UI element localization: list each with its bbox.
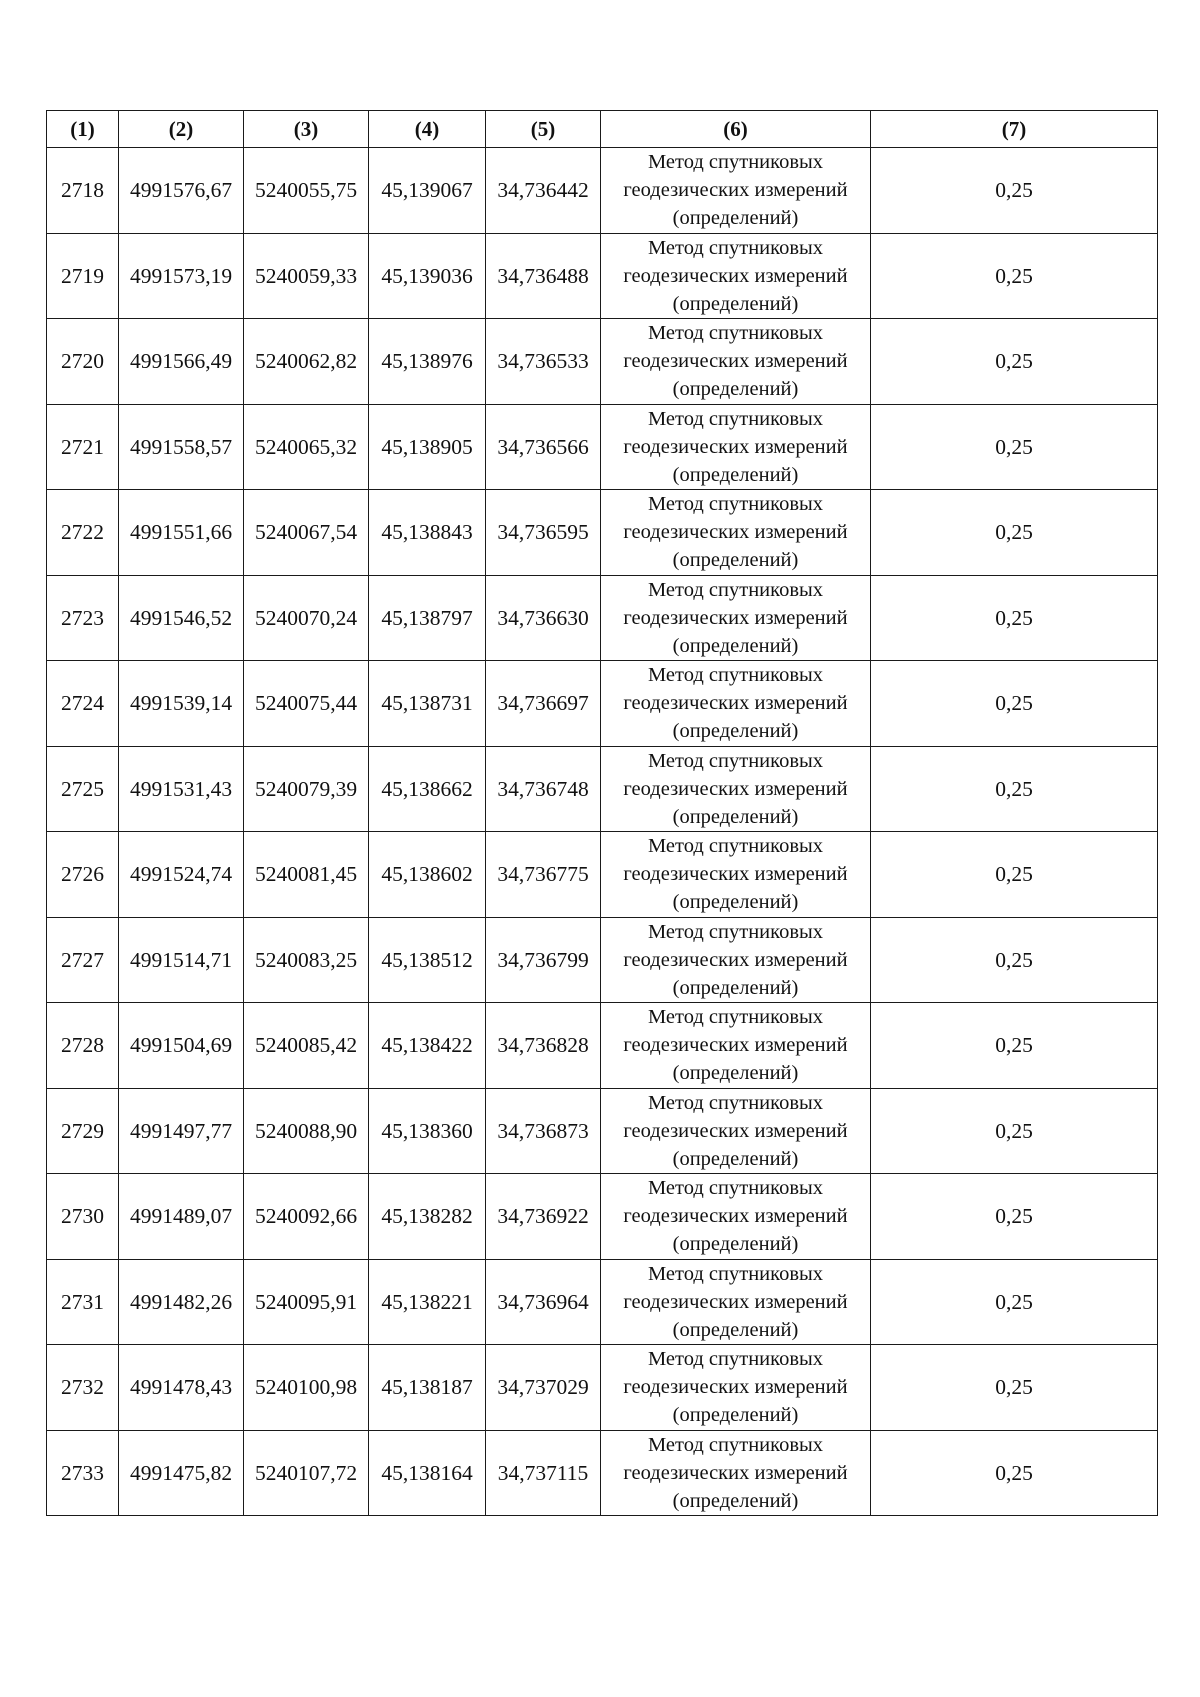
y-coordinate-cell: 5240092,66 [244,1174,369,1260]
method-text: Метод спутниковых геодезических измерений (определений) [623,835,848,914]
table-row [47,1088,1158,1174]
y-coordinate-cell: 5240083,25 [244,917,369,1003]
accuracy-cell: 0,25 [871,1003,1158,1089]
y-coordinate-cell: 5240095,91 [244,1259,369,1345]
latitude-cell: 45,138662 [369,746,486,832]
x-coordinate-cell: 4991478,43 [119,1345,244,1431]
table-row [47,1003,1158,1089]
method-cell [601,575,871,661]
longitude-cell: 34,736488 [486,233,601,319]
point-number-cell: 2725 [47,746,119,832]
accuracy-cell: 0,25 [871,917,1158,1003]
table-header-row [47,111,1158,148]
y-coordinate-cell: 5240081,45 [244,832,369,918]
x-coordinate-cell: 4991551,66 [119,490,244,576]
method-text: Метод спутниковых геодезических измерений (определений) [623,749,848,828]
method-text: Метод спутниковых геодезических измерений (определений) [623,151,848,230]
accuracy-cell: 0,25 [871,319,1158,405]
x-coordinate-cell: 4991504,69 [119,1003,244,1089]
point-number-cell: 2730 [47,1174,119,1260]
longitude-cell: 34,736595 [486,490,601,576]
latitude-cell: 45,138843 [369,490,486,576]
longitude-cell: 34,736799 [486,917,601,1003]
accuracy-cell: 0,25 [871,746,1158,832]
table-row [47,148,1158,234]
x-coordinate-cell: 4991546,52 [119,575,244,661]
accuracy-cell: 0,25 [871,490,1158,576]
y-coordinate-cell: 5240079,39 [244,746,369,832]
method-text: Метод спутниковых геодезических измерений (определений) [623,1348,848,1427]
accuracy-cell: 0,25 [871,404,1158,490]
longitude-cell: 34,737029 [486,1345,601,1431]
longitude-cell: 34,736748 [486,746,601,832]
table-row [47,575,1158,661]
y-coordinate-cell: 5240075,44 [244,661,369,747]
method-text: Метод спутниковых геодезических измерений (определений) [623,1177,848,1256]
method-text: Метод спутниковых геодезических измерений (определений) [623,493,848,572]
point-number-cell: 2724 [47,661,119,747]
point-number-cell: 2733 [47,1430,119,1516]
method-cell [601,917,871,1003]
accuracy-cell: 0,25 [871,661,1158,747]
longitude-cell: 34,736828 [486,1003,601,1089]
header-cell-3: (3) [244,111,369,148]
table-row [47,832,1158,918]
latitude-cell: 45,139067 [369,148,486,234]
longitude-cell: 34,736566 [486,404,601,490]
table-row [47,490,1158,576]
method-cell [601,1345,871,1431]
table-row [47,1430,1158,1516]
table-row [47,661,1158,747]
x-coordinate-cell: 4991573,19 [119,233,244,319]
header-cell-7: (7) [871,111,1158,148]
method-text: Метод спутниковых геодезических измерений (определений) [623,407,848,486]
longitude-cell: 34,736873 [486,1088,601,1174]
table-row [47,1259,1158,1345]
header-cell-2: (2) [119,111,244,148]
table-body [47,148,1158,1516]
point-number-cell: 2729 [47,1088,119,1174]
latitude-cell: 45,138360 [369,1088,486,1174]
method-text: Метод спутниковых геодезических измерений (определений) [623,236,848,315]
y-coordinate-cell: 5240055,75 [244,148,369,234]
method-cell [601,1088,871,1174]
longitude-cell: 34,736922 [486,1174,601,1260]
header-cell-4: (4) [369,111,486,148]
x-coordinate-cell: 4991514,71 [119,917,244,1003]
y-coordinate-cell: 5240065,32 [244,404,369,490]
header-cell-5: (5) [486,111,601,148]
latitude-cell: 45,138187 [369,1345,486,1431]
accuracy-cell: 0,25 [871,832,1158,918]
table-row [47,1345,1158,1431]
latitude-cell: 45,138602 [369,832,486,918]
method-text: Метод спутниковых геодезических измерений (определений) [623,920,848,999]
method-cell [601,319,871,405]
latitude-cell: 45,139036 [369,233,486,319]
x-coordinate-cell: 4991497,77 [119,1088,244,1174]
table-row [47,319,1158,405]
point-number-cell: 2723 [47,575,119,661]
method-text: Метод спутниковых геодезических измерений (определений) [623,1006,848,1085]
latitude-cell: 45,138221 [369,1259,486,1345]
x-coordinate-cell: 4991482,26 [119,1259,244,1345]
point-number-cell: 2728 [47,1003,119,1089]
point-number-cell: 2720 [47,319,119,405]
accuracy-cell: 0,25 [871,575,1158,661]
y-coordinate-cell: 5240107,72 [244,1430,369,1516]
accuracy-cell: 0,25 [871,1430,1158,1516]
latitude-cell: 45,138797 [369,575,486,661]
accuracy-cell: 0,25 [871,1345,1158,1431]
point-number-cell: 2719 [47,233,119,319]
longitude-cell: 34,736533 [486,319,601,405]
x-coordinate-cell: 4991539,14 [119,661,244,747]
longitude-cell: 34,737115 [486,1430,601,1516]
method-text: Метод спутниковых геодезических измерений (определений) [623,1091,848,1170]
point-number-cell: 2727 [47,917,119,1003]
y-coordinate-cell: 5240059,33 [244,233,369,319]
accuracy-cell: 0,25 [871,148,1158,234]
table-row [47,404,1158,490]
method-cell [601,661,871,747]
table-row [47,1174,1158,1260]
table-row [47,746,1158,832]
header-cell-1: (1) [47,111,119,148]
method-cell [601,490,871,576]
method-cell [601,233,871,319]
method-cell [601,1174,871,1260]
accuracy-cell: 0,25 [871,233,1158,319]
longitude-cell: 34,736697 [486,661,601,747]
longitude-cell: 34,736775 [486,832,601,918]
method-cell [601,1259,871,1345]
point-number-cell: 2722 [47,490,119,576]
latitude-cell: 45,138422 [369,1003,486,1089]
x-coordinate-cell: 4991558,57 [119,404,244,490]
x-coordinate-cell: 4991475,82 [119,1430,244,1516]
y-coordinate-cell: 5240067,54 [244,490,369,576]
method-text: Метод спутниковых геодезических измерений (определений) [623,322,848,401]
point-number-cell: 2731 [47,1259,119,1345]
method-cell [601,832,871,918]
method-text: Метод спутниковых геодезических измерений (определений) [623,1262,848,1341]
method-cell [601,1003,871,1089]
latitude-cell: 45,138282 [369,1174,486,1260]
y-coordinate-cell: 5240070,24 [244,575,369,661]
latitude-cell: 45,138512 [369,917,486,1003]
point-number-cell: 2732 [47,1345,119,1431]
method-cell [601,1430,871,1516]
x-coordinate-cell: 4991566,49 [119,319,244,405]
latitude-cell: 45,138731 [369,661,486,747]
latitude-cell: 45,138164 [369,1430,486,1516]
method-cell [601,404,871,490]
method-text: Метод спутниковых геодезических измерений (определений) [623,664,848,743]
method-cell [601,148,871,234]
point-number-cell: 2726 [47,832,119,918]
x-coordinate-cell: 4991576,67 [119,148,244,234]
y-coordinate-cell: 5240100,98 [244,1345,369,1431]
y-coordinate-cell: 5240088,90 [244,1088,369,1174]
point-number-cell: 2718 [47,148,119,234]
method-text: Метод спутниковых геодезических измерений (определений) [623,578,848,657]
method-text: Метод спутниковых геодезических измерений (определений) [623,1433,848,1512]
latitude-cell: 45,138905 [369,404,486,490]
table-row [47,233,1158,319]
latitude-cell: 45,138976 [369,319,486,405]
accuracy-cell: 0,25 [871,1259,1158,1345]
x-coordinate-cell: 4991489,07 [119,1174,244,1260]
longitude-cell: 34,736630 [486,575,601,661]
header-cell-6: (6) [601,111,871,148]
longitude-cell: 34,736964 [486,1259,601,1345]
table-row [47,917,1158,1003]
accuracy-cell: 0,25 [871,1088,1158,1174]
coordinates-table [46,110,1158,1516]
point-number-cell: 2721 [47,404,119,490]
method-cell [601,746,871,832]
y-coordinate-cell: 5240085,42 [244,1003,369,1089]
x-coordinate-cell: 4991524,74 [119,832,244,918]
y-coordinate-cell: 5240062,82 [244,319,369,405]
x-coordinate-cell: 4991531,43 [119,746,244,832]
accuracy-cell: 0,25 [871,1174,1158,1260]
longitude-cell: 34,736442 [486,148,601,234]
